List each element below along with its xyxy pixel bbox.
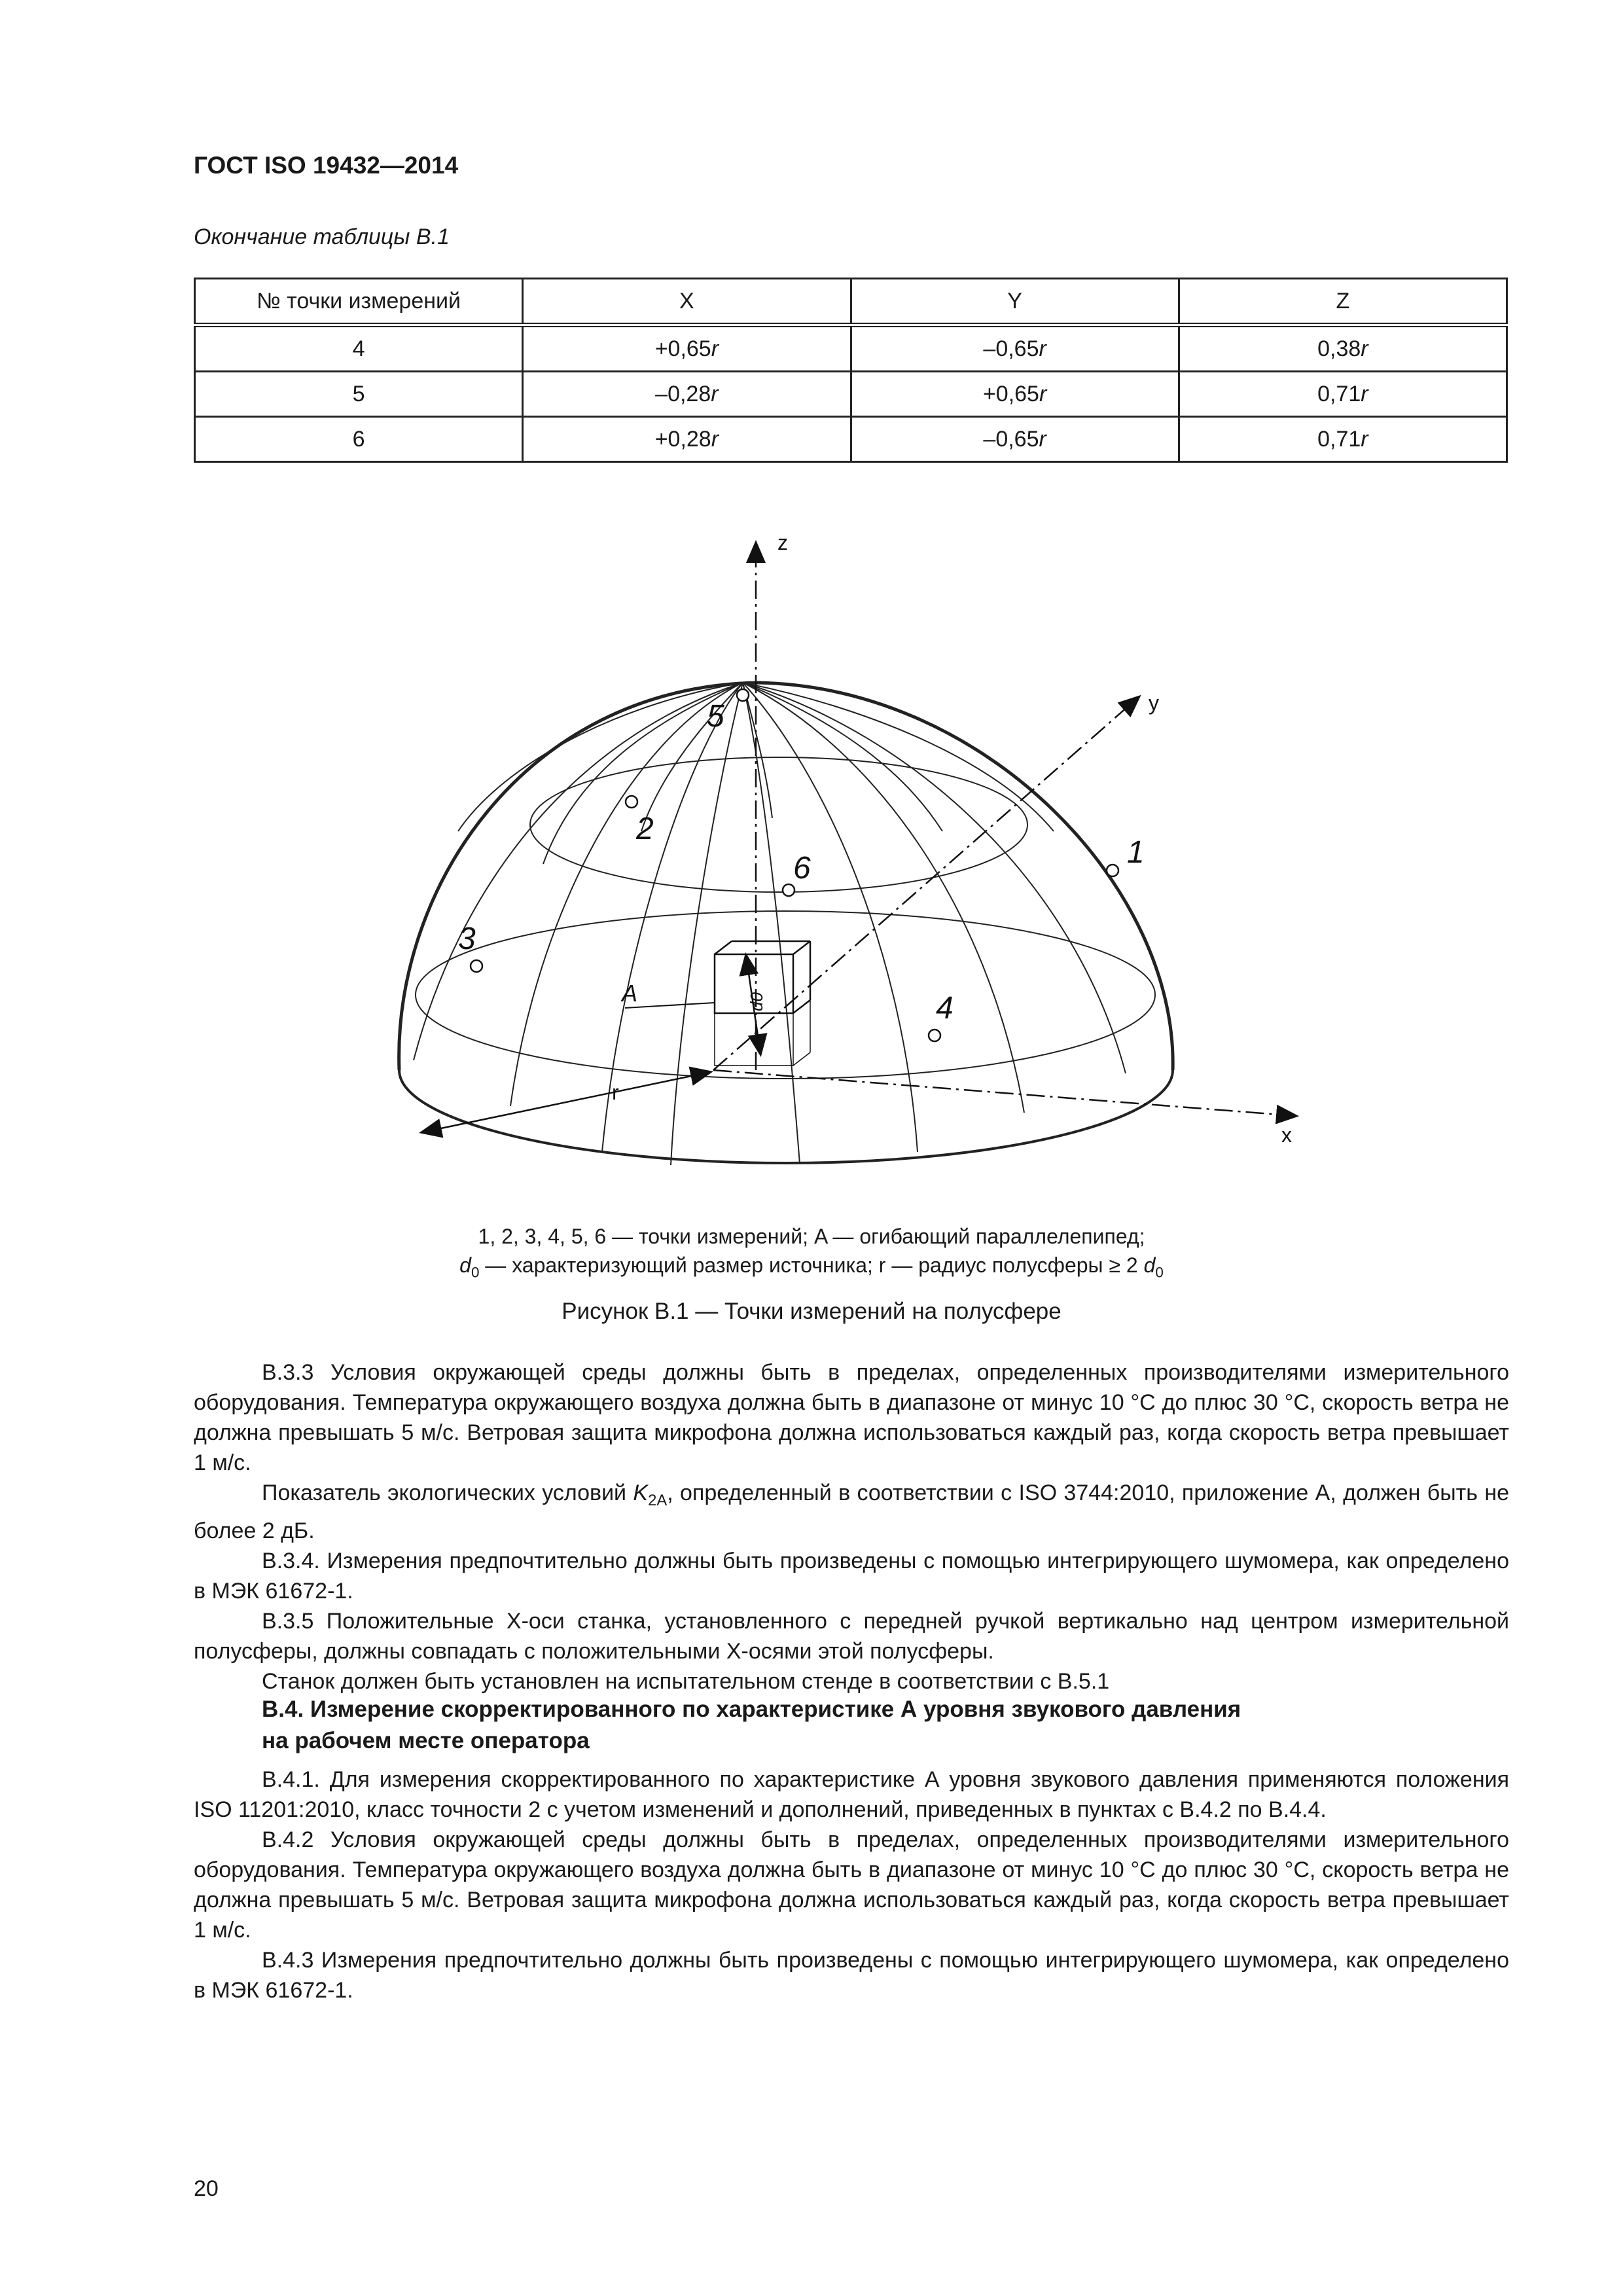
paragraph: В.4.1. Для измерения скорректированного по характеристике А уровня звукового давления применяются положения ISO 11201:2010, класс точности 2 с учетом изменений и дополнений, приведенных в пунктах с В.4.2 по В.4.4. [194, 1767, 1509, 1822]
document-code: ГОСТ ISO 19432—2014 [194, 152, 459, 179]
measurement-point-2 [626, 796, 637, 808]
table-cell: +0,28r [523, 417, 851, 462]
table-row [195, 417, 1507, 462]
table-cell: 6 [195, 417, 523, 462]
meridian [510, 683, 743, 1106]
table-cell: +0,65r [523, 325, 851, 372]
radius-dimension [422, 1072, 710, 1132]
table-caption: Окончание таблицы В.1 [194, 224, 450, 249]
radius-label: r [612, 1081, 619, 1104]
paragraph: В.3.3 Условия окружающей среды должны быть в пределах, определенных производителями измерительного оборудования. Температура окружающего воздуха должна быть в диапазоне от минус 10 °C до плюс 30 °C, скорость ветра не должна превышать 5 м/с. Ветровая защита микрофона должна использоваться каждый раз, когда скорость ветра превышает 1 м/с. [194, 1360, 1509, 1475]
table-cell: 0,71r [1179, 372, 1507, 417]
meridian [743, 683, 800, 1164]
table-cell: –0,28r [523, 372, 851, 417]
table-cell: +0,65r [851, 372, 1179, 417]
figure-title: Рисунок В.1 — Точки измерений на полусфере [562, 1299, 1061, 1324]
measurement-point-4 [929, 1030, 940, 1041]
column-header: Y [851, 279, 1179, 325]
meridian [743, 683, 1024, 1113]
hemisphere-figure [0, 524, 1623, 1230]
page-number: 20 [194, 2176, 219, 2201]
measurement-points-table [194, 278, 1508, 463]
measurement-point-1 [1107, 865, 1118, 876]
x-axis-label: x [1281, 1123, 1292, 1147]
paragraph: В.3.4. Измерения предпочтительно должны быть произведены с помощью интегрирующего шумомера, как определено в МЭК 61672-1. [194, 1548, 1509, 1604]
paragraph: В.4.2 Условия окружающей среды должны быть в пределах, определенных производителями измерительного оборудования. Температура окружающего воздуха должна быть в диапазоне от минус 10 °C до плюс 30 °C, скорость ветра не должна превышать 5 м/с. Ветровая защита микрофона должна использоваться каждый раз, когда скорость ветра превышает 1 м/с. [194, 1827, 1509, 1943]
section-b4-text [194, 1765, 1509, 2005]
point-label-1: 1 [1127, 835, 1145, 870]
table-cell: 0,38r [1179, 325, 1507, 372]
heading-line: на рабочем месте оператора [262, 1728, 590, 1753]
measurement-point-5 [737, 689, 749, 701]
measurement-point-3 [471, 960, 482, 972]
enclosing-box [625, 941, 810, 1066]
base-ellipse [399, 1070, 1173, 1163]
hemisphere-outline [399, 683, 1173, 1070]
figure-legend-line-2: $d_0$ — характеризующий размер источника; r — радиус полусферы ≥ 2 $d_0$ [459, 1253, 1164, 1281]
section-b4-heading [262, 1694, 1440, 1757]
y-axis [713, 697, 1139, 1070]
dimension-label: d0 [747, 992, 766, 1011]
figure-legend-line-1: 1, 2, 3, 4, 5, 6 — точки измерений; A — огибающий параллелепипед; [478, 1225, 1145, 1248]
table-cell: –0,65r [851, 325, 1179, 372]
paragraph: Показатель экологических условий $K_{2A}$, определенный в соответствии с ISO 3744:2010, приложение А, должен быть не более 2 дБ. [194, 1480, 1510, 1543]
column-header: X [523, 279, 851, 325]
point-label-6: 6 [793, 851, 811, 886]
column-header: № точки измерений [195, 279, 523, 325]
table-header-row [195, 279, 1507, 325]
table-cell: 4 [195, 325, 523, 372]
section-b3-text [194, 1357, 1509, 1696]
table-cell: 5 [195, 372, 523, 417]
point-label-3: 3 [458, 922, 476, 956]
column-header: Z [1179, 279, 1507, 325]
measurement-point-6 [783, 884, 794, 896]
paragraph: В.3.5 Положительные Х-оси станка, установленного с передней ручкой вертикально над центром измерительной полусферы, должны совпадать с положительными Х-осями этой полусферы. [194, 1608, 1509, 1664]
hemisphere-diagram [0, 524, 1623, 1230]
table-cell: –0,65r [851, 417, 1179, 462]
point-label-5: 5 [707, 699, 724, 734]
paragraph: Станок должен быть установлен на испытательном стенде в соответствии с В.5.1 [262, 1668, 1110, 1694]
table-cell: 0,71r [1179, 417, 1507, 462]
table-row [195, 325, 1507, 372]
point-label-2: 2 [636, 812, 654, 846]
meridian [602, 683, 743, 1152]
box-label: A [622, 980, 638, 1007]
paragraph: В.4.3 Измерения предпочтительно должны быть произведены с помощью интегрирующего шумомера, как определено в МЭК 61672-1. [194, 1948, 1509, 2003]
x-axis [713, 1070, 1296, 1116]
table-row [195, 372, 1507, 417]
heading-line: В.4. Измерение скорректированного по характеристике А уровня звукового давления [262, 1696, 1241, 1722]
z-axis-label: z [777, 531, 788, 554]
point-label-4: 4 [936, 991, 954, 1026]
y-axis-label: y [1149, 691, 1159, 715]
